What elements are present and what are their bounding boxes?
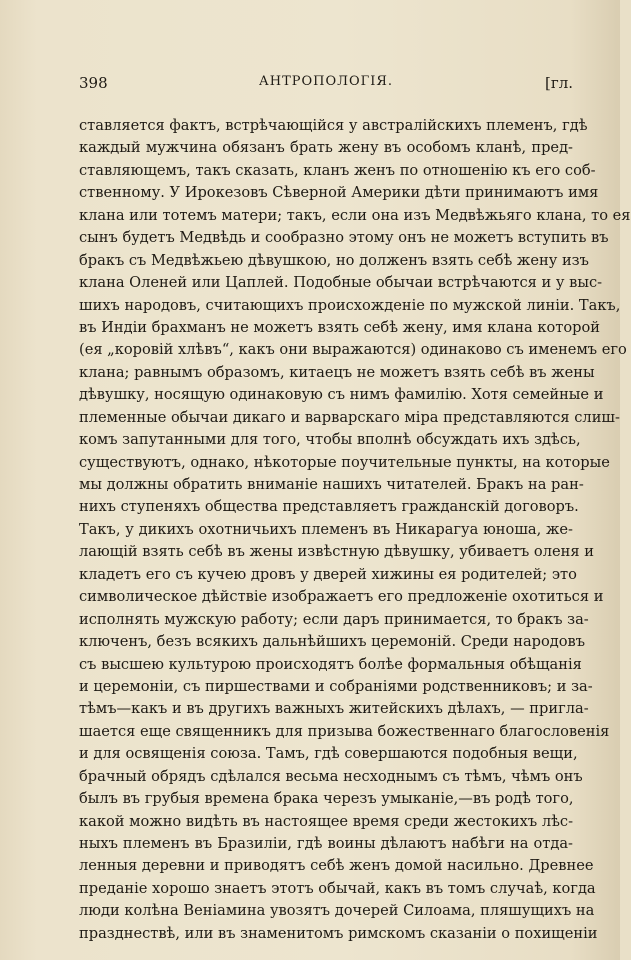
text-line: ственному. У Ирокезовъ Сѣверной Америки дѣти принимаютъ имя [79,184,599,202]
text-line: мы должны обратить вниманіе нашихъ читателей. Бракъ на ран- [79,476,584,493]
text-line: ленныя деревни и приводятъ себѣ женъ домой насильно. Древнее [79,857,594,875]
text-line: тѣмъ—какъ и въ другихъ важныхъ житейскихъ дѣлахъ, — пригла- [79,700,589,718]
text-line: клана Оленей или Цаплей. Подобные обычаи встрѣчаются и у выс- [79,274,603,292]
text-line: и церемоніи, съ пиршествами и собраніями родственниковъ; и за- [79,677,593,695]
text-line: клана; равнымъ образомъ, китаецъ не можетъ взять себѣ въ жены [79,363,595,381]
text-line: каждый мужчина обязанъ брать жену въ особомъ кланѣ, пред- [79,139,573,157]
text-line: съ высшею культурою происходятъ болѣе формальныя обѣщанія [79,655,582,673]
text-line: люди колѣна Веніамина увозятъ дочерей Силоама, пляшущихъ на [79,902,595,920]
body-text [79,115,631,945]
text-line: Такъ, у дикихъ охотничьихъ племенъ въ Никарагуа юноша, же- [79,520,573,538]
text-line: кладетъ его съ кучею дровъ у дверей хижины ея родителей; это [79,565,577,583]
running-title: АНТРОПОЛОГІЯ. [258,74,394,89]
text-line: былъ въ грубыя времена брака черезъ умыканіе,—въ родѣ того, [79,790,574,808]
text-line: преданіе хорошо знаетъ этотъ обычай, какъ въ томъ случаѣ, когда [79,879,596,897]
page-header [79,74,573,98]
text-line: шихъ народовъ, считающихъ происхожденіе по мужской линіи. Такъ, [79,296,621,314]
text-line: ключенъ, безъ всякихъ дальнѣйшихъ церемоній. Среди народовъ [79,633,586,651]
text-line: брачный обрядъ сдѣлался весьма несходнымъ съ тѣмъ, чѣмъ онъ [79,767,583,785]
text-line: клана или тотемъ матери; такъ, если она изъ Медвѣжьяго клана, то ея [79,206,631,224]
text-line: ныхъ племенъ въ Бразиліи, гдѣ воины дѣлаютъ набѣги на отда- [79,835,573,852]
text-line: шается еще священникъ для призыва божественнаго благословенія [79,722,610,740]
text-line: (ея „коровій хлѣвъ“, какъ они выражаются) одинаково съ именемъ его [79,341,627,359]
text-line: исполнять мужскую работу; если даръ принимается, то бракъ за- [79,610,589,628]
text-line: сынъ будетъ Медвѣдь и сообразно этому онъ не можетъ вступить въ [79,229,609,247]
text-line: бракъ съ Медвѣжьею дѣвушкою, но долженъ взять себѣ жену изъ [79,251,589,269]
text-line: и для освященія союза. Тамъ, гдѣ совершаются подобныя вещи, [79,745,578,763]
text-line: лающій взять себѣ въ жены извѣстную дѣвушку, убиваетъ оленя и [79,543,594,561]
text-line: какой можно видѣть въ настоящее время среди жестокихъ лѣс- [79,812,573,830]
text-line: дѣвушку, носящую одинаковую съ нимъ фамилію. Хотя семейные и [79,386,604,404]
text-line: существуютъ, однако, нѣкоторые поучительные пункты, на которые [79,453,610,471]
text-line: символическое дѣйствіе изображаетъ его предложеніе охотиться и [79,588,604,606]
text-line: ставляющемъ, такъ сказать, кланъ женъ по отношенію къ его соб- [79,161,596,179]
page-number: 398 [79,74,108,92]
text-line: въ Индіи брахманъ не можетъ взять себѣ жену, имя клана которой [79,318,601,336]
text-line: празднествѣ, или въ знаменитомъ римскомъ сказаніи о похищеніи [79,924,598,942]
text-line: нихъ ступеняхъ общества представляетъ гражданскій договоръ. [79,498,579,516]
text-line: ставляется фактъ, встрѣчающійся у австралійскихъ племенъ, гдѣ [79,117,588,134]
text-line: комъ запутанными для того, чтобы вполнѣ обсуждать ихъ здѣсь, [79,431,581,449]
chapter-mark: [гл. [544,74,573,92]
text-line: племенные обычаи дикаго и варварскаго міра представляются слиш- [79,408,620,426]
